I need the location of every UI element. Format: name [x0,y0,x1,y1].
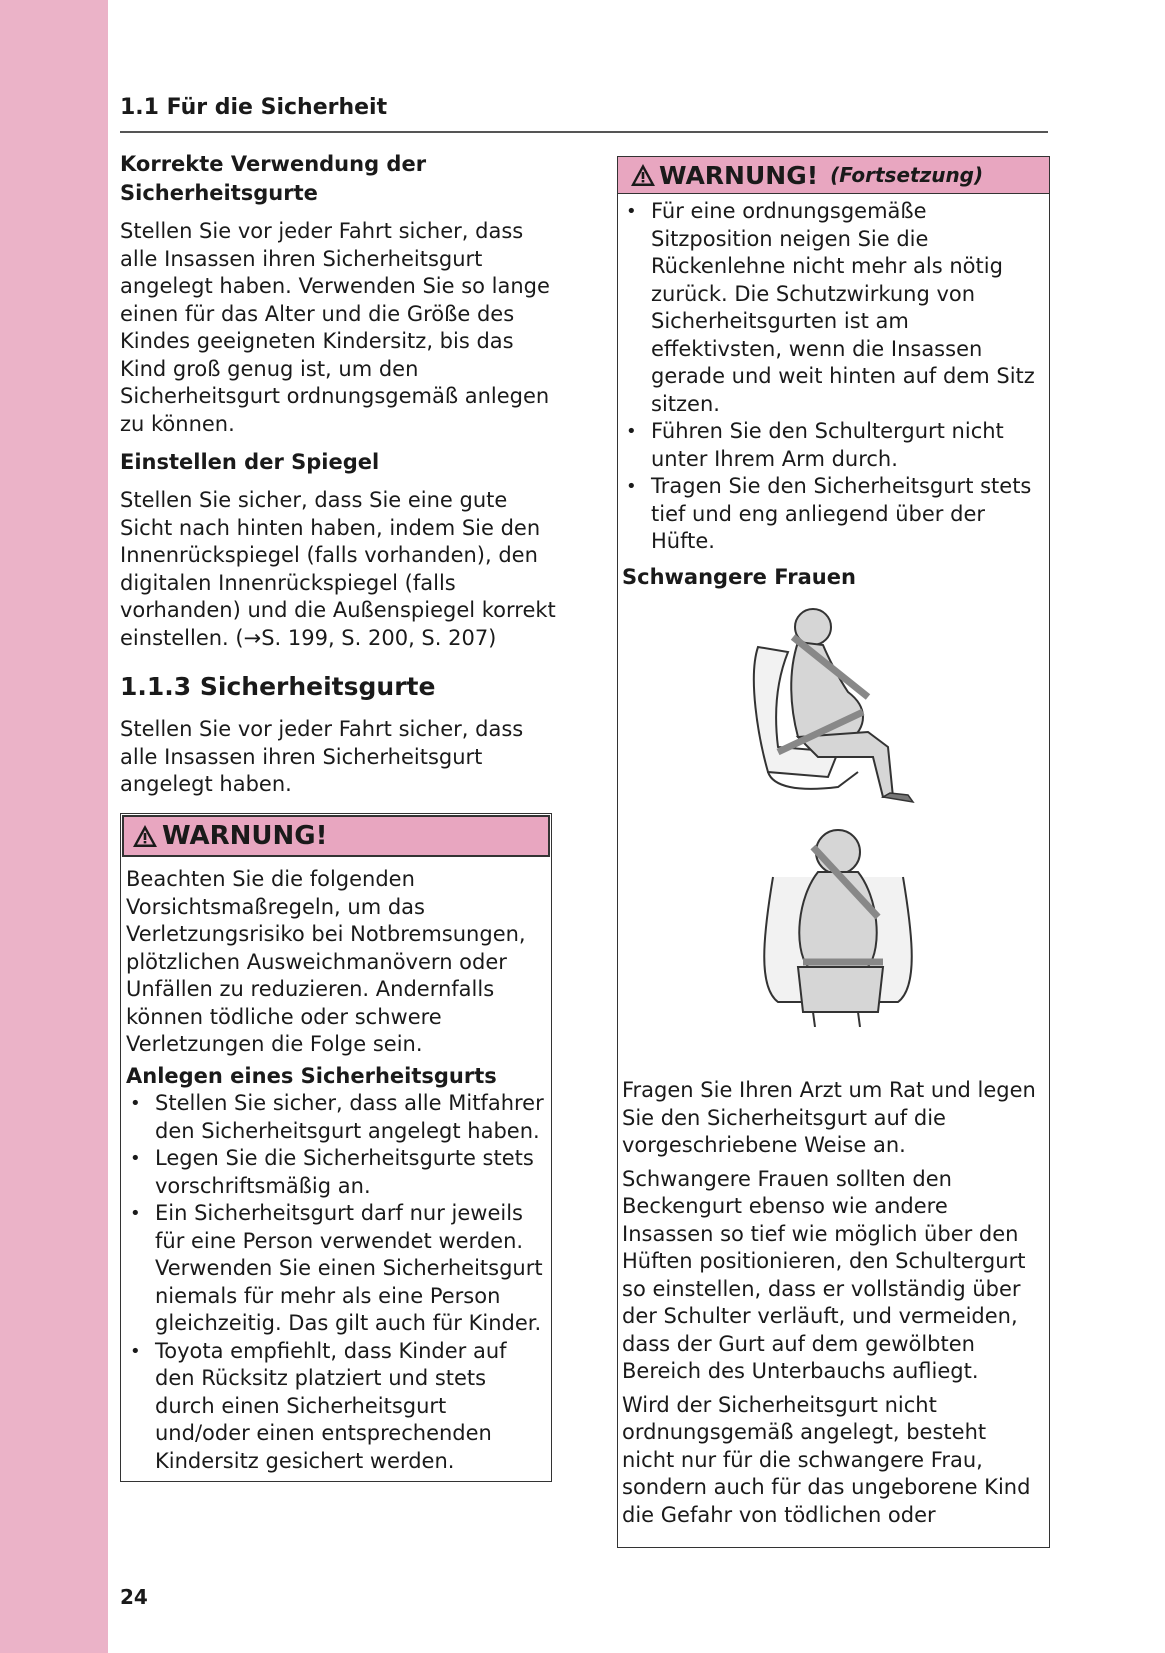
warning-continued-subtitle: (Fortsetzung) [830,163,984,187]
side-color-bar [0,0,108,1653]
warning-continued-box [617,156,1050,1548]
warning-item: • Ein Sicherheitsgurt darf nur jeweils für eine Person verwendet werden. Verwenden Sie einen Sicherheitsgurt niemals für mehr als eine Person gleichzeitig. Das gilt auch für Kinder. [126,1200,546,1338]
pregnant-women-heading: Schwangere Frauen [622,564,856,589]
warning-continued-item: • Tragen Sie den Sicherheitsgurt stets tief und eng anliegend über der Hüfte. [622,473,1045,556]
pregnant-woman-front-view-illustration [718,817,958,1027]
warning-continued-item: • Für eine ordnungsgemäße Sitzposition neigen Sie die Rückenlehne nicht mehr als nötig zurück. Die Schutzwirkung von Sicherheitsgurten ist am effektivsten, wenn die Insassen gerade und weit hinten auf dem Sitz sitzen. [622,198,1045,418]
warning-item: • Stellen Sie sicher, dass alle Mitfahrer den Sicherheitsgurt angelegt haben. [126,1090,546,1145]
paragraph-seatbelt-use: Stellen Sie vor jeder Fahrt sicher, dass alle Insassen ihren Sicherheitsgurt angelegt haben. Verwenden Sie so lange einen für das Alter und die Größe des Kindes geeigneten Kindersitz, bis das Kind groß genug ist, um den Sicherheitsgurt ordnungsgemäß anlegen zu können. [120,219,550,436]
warning-continued-list [618,194,1049,556]
warning-item: • Legen Sie die Sicherheitsgurte stets vorschriftsmäßig an. [126,1145,546,1200]
section-header: 1.1 Für die Sicherheit [120,95,1048,133]
left-column [120,150,560,809]
pregnant-women-paragraph-1: Fragen Sie Ihren Arzt um Rat und legen Sie den Sicherheitsgurt auf die vorgeschriebene Weise an. [622,1078,1036,1157]
warning-triangle-icon [630,163,656,187]
warning-subheading: Anlegen eines Sicherheitsgurts [126,1063,497,1088]
pregnant-women-paragraph-3: Wird der Sicherheitsgurt nicht ordnungsgemäß angelegt, besteht nicht nur für die schwangere Frau, sondern auch für das ungeborene Kind die Gefahr von tödlichen oder [622,1392,1031,1527]
pregnant-woman-side-view-illustration [718,597,958,807]
section-title-seatbelts: 1.1.3 Sicherheitsgurte [120,672,436,701]
pregnant-women-text [622,1077,1042,1535]
warning-intro: Beachten Sie die folgenden Vorsichtsmaßregeln, um das Verletzungsrisiko bei Notbremsungen, plötzlichen Ausweichmanövern oder Unfällen zu reduzieren. Andernfalls können tödliche oder schwere Verletzungen die Folge sein. [126,867,526,1056]
warning-continued-item: • Führen Sie den Schultergurt nicht unter Ihrem Arm durch. [622,418,1045,473]
pregnant-women-paragraph-2: Schwangere Frauen sollten den Beckengurt ebenso wie andere Insassen so tief wie möglich über den Hüften positionieren, den Schultergurt so einstellen, dass er vollständig über der Schulter verläuft, und vermeiden, dass der Gurt auf dem gewölbten Bereich des Unterbauchs aufliegt. [622,1166,1026,1383]
warning-continued-title: WARNUNG! [659,160,819,190]
warning-triangle-icon [132,824,158,848]
paragraph-seatbelts: Stellen Sie vor jeder Fahrt sicher, dass alle Insassen ihren Sicherheitsgurt angelegt haben. [120,717,524,796]
warning-continued-header [618,157,1049,194]
heading-seatbelt-use: Korrekte Verwendung der Sicherheitsgurte [120,152,427,205]
warning-item: • Toyota empfiehlt, dass Kinder auf den Rücksitz platziert und stets durch einen Sicherheitsgurt und/oder einen entsprechenden Kindersitz gesichert werden. [126,1338,546,1476]
heading-mirrors: Einstellen der Spiegel [120,450,380,474]
page-number: 24 [120,1585,148,1609]
warning-box [120,813,552,1482]
warning-header [122,815,550,857]
warning-title: WARNUNG! [162,821,328,851]
paragraph-mirrors: Stellen Sie sicher, dass Sie eine gute Sicht nach hinten haben, indem Sie den Innenrückspiegel (falls vorhanden), den digitalen Innenrückspiegel (falls vorhanden) und die Außenspiegel korrekt einstellen. (→S. 199, S. 200, S. 207) [120,488,556,650]
warning-list [126,1090,546,1475]
warning-body [121,858,551,1481]
